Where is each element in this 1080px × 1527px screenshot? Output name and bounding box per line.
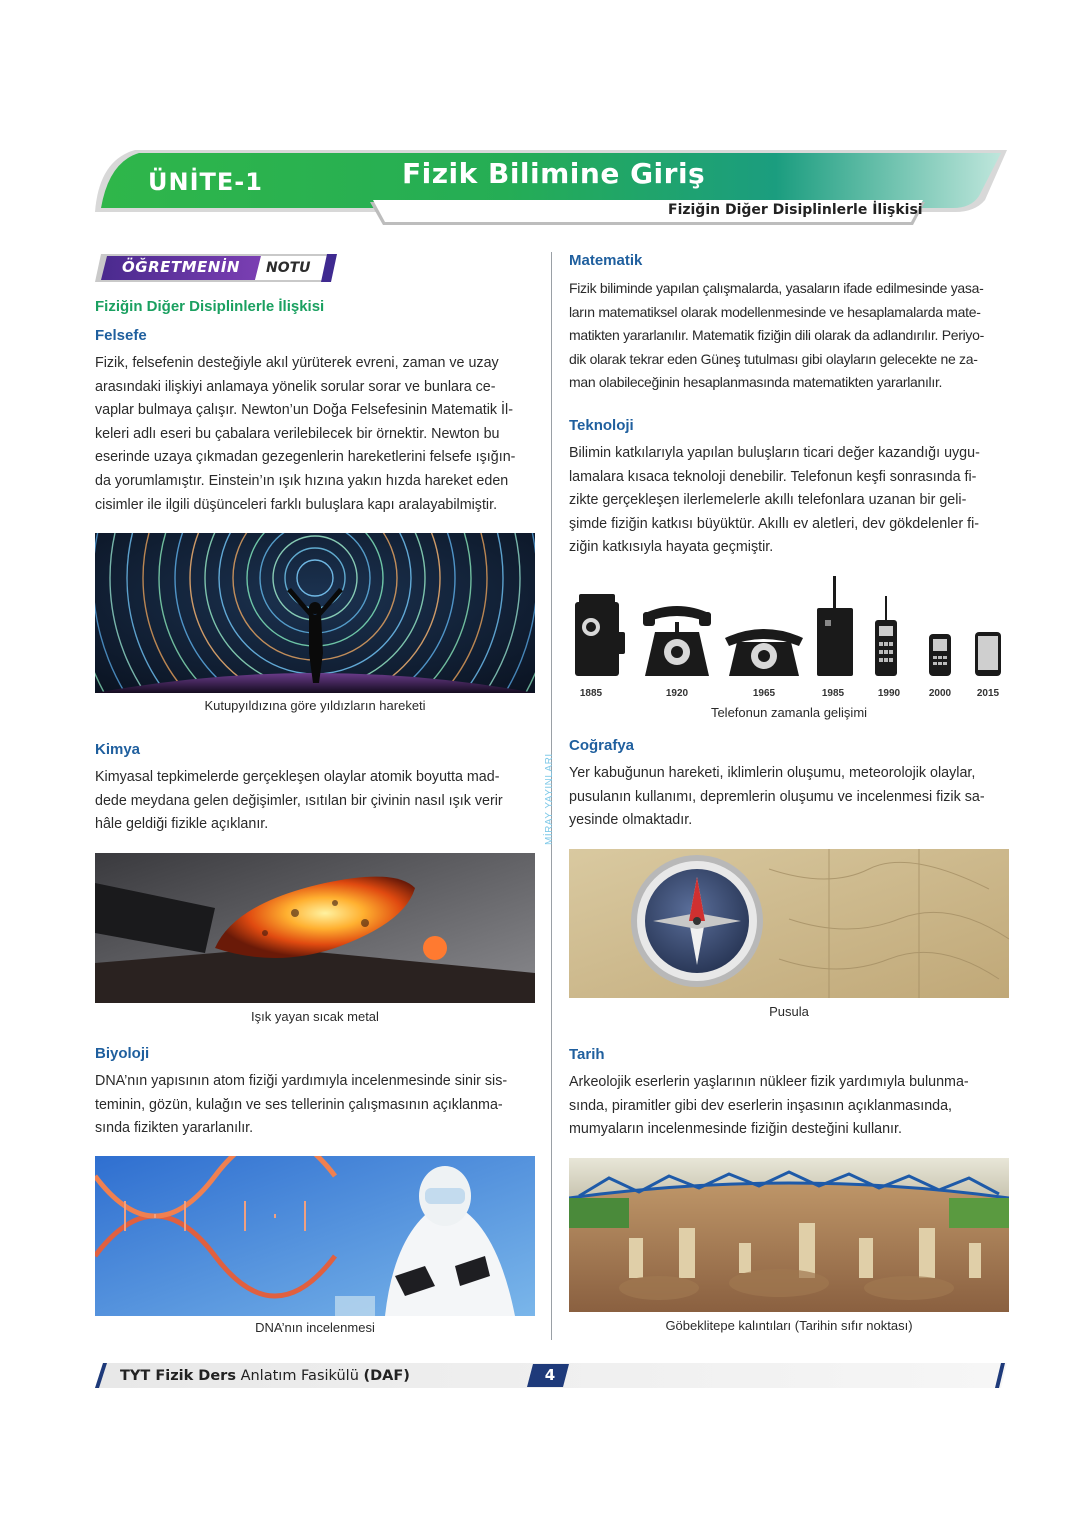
badge-text-note: NOTU — [266, 260, 311, 276]
biyoloji-paragraph: DNA’nın yapısının atom fiziği yardımıyla incelenmesinde sinir sis- teminin, gözün, kulağın ve ses tellerinin çalışmasının açıklanma- sında fizikten yararlanılır. — [95, 1073, 508, 1137]
matematik-paragraph: Fizik biliminde yapılan çalışmalarda, yasaların ifade edilmesinde yasa- ların matematiksel olarak modellenmesinde ve hesaplamalarda mate- matikten yararlanılır. Matematik fiziğin dili olarak da adlandırılır. Periyo- dik olarak tekrar eden Güneş tutulması gibi olayların gelecekte ne za- man olabileceğinin hesaplanmasında matematikten yararlanılır. — [569, 280, 984, 391]
kimya-paragraph: Kimyasal tepkimelerde gerçekleşen olaylar atomik boyutta mad- dede meydana gelen değişimler, ısıtılan bir çivinin nasıl ışık verir hâle geldiği fizikle açıklanır. — [95, 769, 503, 833]
gobeklitepe-image — [569, 1158, 1009, 1312]
phone-year-2015: 2015 — [976, 688, 1000, 699]
footer-title: TYT Fizik Ders Anlatım Fasikülü (DAF) — [120, 1368, 410, 1384]
hot-metal-caption: Işık yayan sıcak metal — [251, 1009, 379, 1024]
publisher-watermark: MİRAY YAYINLARI — [544, 753, 555, 845]
phone-1990-icon — [875, 596, 897, 676]
badge-text-teacher: ÖĞRETMENİN — [122, 258, 240, 276]
phone-evolution-caption: Telefonun zamanla gelişimi — [710, 705, 868, 720]
phone-year-1885: 1885 — [579, 688, 603, 699]
star-trails-image — [95, 533, 535, 693]
matematik-heading: Matematik — [569, 252, 643, 269]
phone-2015-icon — [975, 632, 1001, 676]
cografya-paragraph: Yer kabuğunun hareketi, iklimlerin oluşumu, meteorolojik olaylar, pusulanın kullanımı, depremlerin oluşumu ve incelenmesi fizik sa- yesinde olmaktadır. — [569, 765, 985, 829]
biyoloji-heading: Biyoloji — [95, 1045, 150, 1062]
tarih-paragraph: Arkeolojik eserlerin yaşlarının nükleer fizik yardımıyla bulunma- sında, piramitler gibi dev eserlerin inşasının açıklanmasında, mumyaların incelenmesinde fiziğin desteğini kullanır. — [569, 1074, 969, 1138]
dna-lab-image — [95, 1156, 535, 1316]
phone-evolution-image — [569, 572, 1009, 684]
phone-1965-icon — [725, 629, 803, 676]
tarih-heading: Tarih — [569, 1046, 605, 1063]
kimya-heading: Kimya — [95, 741, 141, 758]
dna-lab-caption: DNA’nın incelenmesi — [255, 1320, 375, 1335]
compass-map-image — [569, 849, 1009, 998]
felsefe-heading: Felsefe — [95, 327, 147, 344]
compass-caption: Pusula — [769, 1004, 809, 1019]
phone-1920-icon — [643, 606, 711, 676]
phone-year-1990: 1990 — [877, 688, 901, 699]
page-number: 4 — [544, 1366, 556, 1384]
teknoloji-paragraph: Bilimin katkılarıyla yapılan buluşların ticari değer kazandığı uygu- lamalara kısaca teknoloji denebilir. Telefonun keşfi sonrasında fi- zikte gerçekleşen ilerlemelerle akıllı telefonlara uzanan bir geli- şimde fiziğin katkısı büyüktür. Akıllı ev aletleri, dev gökdelenler fi- ziğin katkısıyla hayata geçmiştir. — [569, 445, 980, 556]
phone-1885-icon — [575, 594, 625, 676]
gobeklitepe-caption: Göbeklitepe kalıntıları (Tarihin sıfır noktası) — [665, 1318, 913, 1333]
phone-2000-icon — [929, 634, 951, 676]
section-title: Fiziğin Diğer Disiplinlerle İlişkisi — [95, 298, 325, 315]
teknoloji-heading: Teknoloji — [569, 417, 634, 434]
phone-1985-icon — [817, 576, 853, 676]
hot-metal-image — [95, 853, 535, 1003]
phone-year-2000: 2000 — [928, 688, 952, 699]
unit-label: ÜNİTE-1 — [148, 168, 263, 196]
felsefe-paragraph: Fizik, felsefenin desteğiyle akıl yürüterek evreni, zaman ve uzay arasındaki ilişkiyi anlamaya yönelik sorular sorar ve bunlara ce- vaplar bulmaya çalışır. Newton’un Doğa Felsefesinin Matematik İl- keleri adlı eseri bu çabalara verilebilecek bir örnektir. Newton bu eserinde uzaya çıkmadan gezegenlerin hareketlerini felsefe ışığın- da yorumlamıştır. Einstein’ın ışık hızına yakın hızda hareket eden cisimler ile ilgili düşünceleri farklı buluşlara kapı aralayabilmiştir. — [95, 355, 516, 513]
phone-year-1965: 1965 — [752, 688, 776, 699]
cografya-heading: Coğrafya — [569, 737, 635, 754]
phone-year-1920: 1920 — [665, 688, 689, 699]
page-title: Fizik Bilimine Giriş — [402, 157, 706, 190]
phone-year-1985: 1985 — [821, 688, 845, 699]
page-subtitle: Fiziğin Diğer Disiplinlerle İlişkisi — [668, 202, 923, 218]
star-trails-caption: Kutupyıldızına göre yıldızların hareketi — [204, 698, 426, 713]
